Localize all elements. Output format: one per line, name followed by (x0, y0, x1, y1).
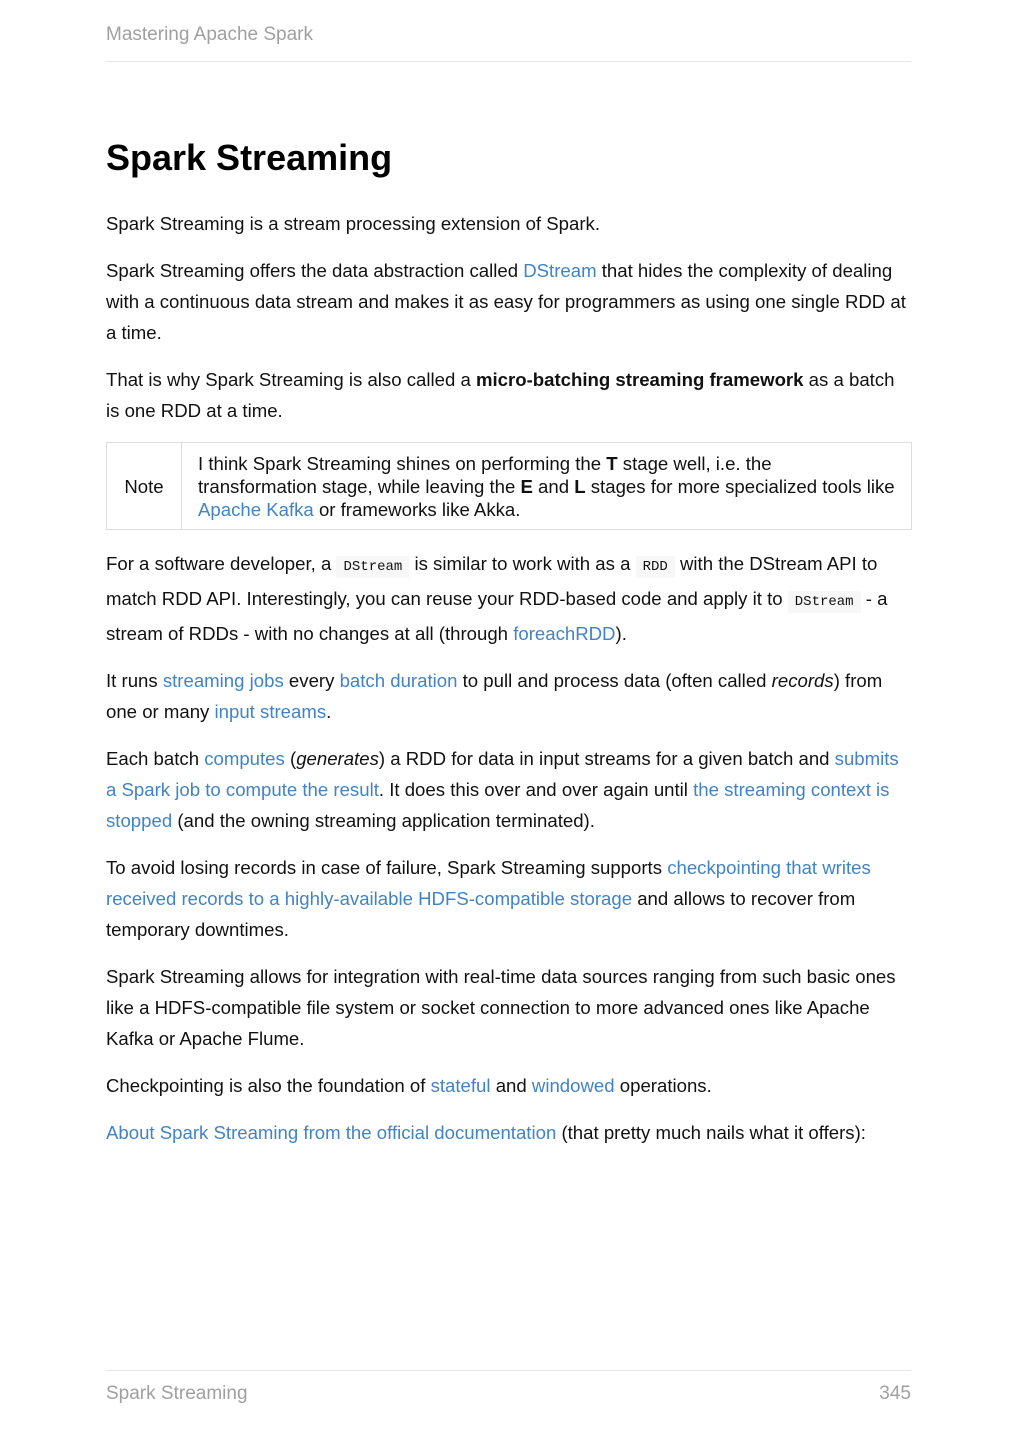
bold-text: E (520, 476, 533, 497)
text-run: That is why Spark Streaming is also called a (106, 369, 476, 390)
inline-code: RDD (636, 556, 675, 578)
paragraph (106, 364, 912, 426)
link[interactable]: input streams (214, 701, 327, 722)
text-run: Spark Streaming allows for integration with real-time data sources ranging from such basic ones like a HDFS-compatible file system or socket connection to more advanced ones like Apache Kafka or Apache Flume. (106, 966, 896, 1049)
paragraph (106, 208, 912, 239)
text-run: to pull and process data (often called (457, 670, 772, 691)
link[interactable]: foreachRDD (513, 623, 616, 644)
paragraph (106, 665, 912, 727)
text-run: every (283, 670, 340, 691)
link[interactable]: batch duration (339, 670, 458, 691)
paragraph (106, 1070, 912, 1101)
text-run: (that pretty much nails what it offers): (556, 1122, 866, 1143)
text-run: Checkpointing is also the foundation of (106, 1075, 431, 1096)
text-run: ) from one or many (106, 670, 883, 722)
link[interactable]: computes (204, 748, 285, 769)
link[interactable]: stateful (430, 1075, 491, 1096)
body-paragraphs (106, 548, 912, 1148)
link[interactable]: windowed (531, 1075, 615, 1096)
text-run: I think Spark Streaming shines on performing the (198, 453, 607, 474)
text-run: Spark Streaming offers the data abstraction called (106, 260, 524, 281)
text-run: Each batch (106, 748, 205, 769)
text-run: as a batch is one RDD at a time. (106, 369, 895, 421)
text-run: ( (284, 748, 297, 769)
link[interactable]: submits a Spark job to compute the result (106, 748, 899, 800)
bold-text: L (574, 476, 586, 497)
running-header: Mastering Apache Spark (106, 24, 314, 45)
header-divider (106, 61, 911, 62)
paragraph (106, 852, 912, 945)
text-run: and allows to recover from temporary downtimes. (106, 888, 856, 940)
link[interactable]: About Spark Streaming from the official documentation (106, 1122, 557, 1143)
text-run: and (490, 1075, 532, 1096)
text-run: that hides the complexity of dealing with a continuous data stream and makes it as easy for programmers as using one single RDD at a time. (106, 260, 906, 343)
page-content (106, 134, 912, 1164)
link[interactable]: the streaming context is stopped (106, 779, 890, 831)
text-run: or frameworks like Akka. (313, 499, 521, 520)
paragraph (106, 961, 912, 1054)
link[interactable]: Apache Kafka (198, 499, 314, 520)
text-run: ). (615, 623, 627, 644)
text-run: (and the owning streaming application terminated). (172, 810, 595, 831)
text-run: For a software developer, a (106, 553, 337, 574)
text-run: - a stream of RDDs - with no changes at all (through (106, 588, 888, 644)
page-title: Spark Streaming (106, 137, 393, 178)
text-run: stage well, i.e. the transformation stage, while leaving the (198, 453, 772, 497)
link[interactable]: streaming jobs (162, 670, 284, 691)
footer-divider (106, 1370, 911, 1371)
text-run: stages for more specialized tools like (585, 476, 895, 497)
text-run: ) a RDD for data in input streams for a given batch and (378, 748, 835, 769)
note-text (182, 443, 911, 529)
note-label: Note (107, 443, 182, 529)
footer-chapter: Spark Streaming (106, 1383, 248, 1404)
italic-text: records (771, 670, 834, 691)
text-run: and (532, 476, 575, 497)
text-run: operations. (614, 1075, 712, 1096)
note-admonition (106, 442, 912, 530)
text-run: To avoid losing records in case of failure, Spark Streaming supports (106, 857, 668, 878)
inline-code: DStream (788, 591, 861, 613)
inline-code: DStream (336, 556, 409, 578)
bold-text: T (606, 453, 618, 474)
page-number: 345 (879, 1383, 911, 1404)
link[interactable]: checkpointing that writes received records to a highly-available HDFS-compatible storage (106, 857, 871, 909)
paragraph (106, 1117, 912, 1148)
text-run: is similar to work with as a (409, 553, 636, 574)
link[interactable]: DStream (523, 260, 597, 281)
text-run: with the DStream API to match RDD API. Interestingly, you can reuse your RDD-based code and apply it to (106, 553, 878, 609)
paragraph (106, 743, 912, 836)
paragraph (106, 255, 912, 348)
text-run: . (326, 701, 332, 722)
bold-text: micro-batching streaming framework (475, 369, 804, 390)
text-run: Spark Streaming is a stream processing extension of Spark. (106, 213, 600, 234)
text-run: . It does this over and over again until (378, 779, 694, 800)
text-run: It runs (106, 670, 163, 691)
paragraph (106, 548, 912, 649)
intro-paragraphs (106, 208, 912, 426)
italic-text: generates (296, 748, 379, 769)
